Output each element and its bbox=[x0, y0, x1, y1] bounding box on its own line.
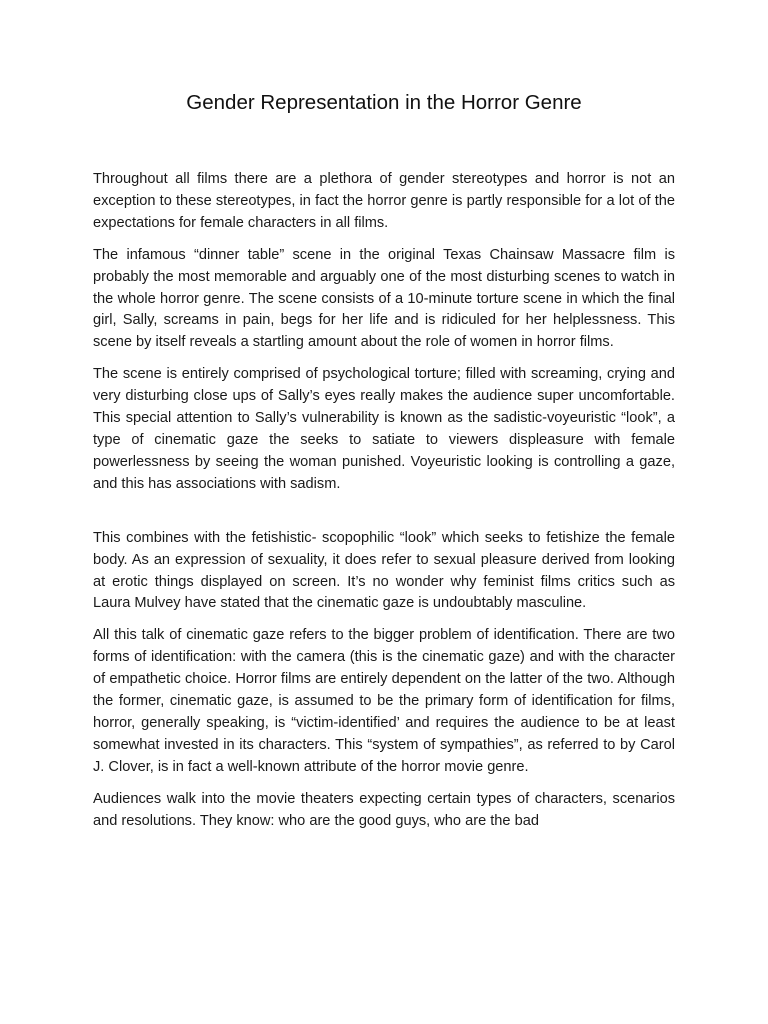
paragraph: Throughout all films there are a plethora of gender stereotypes and horror is not an exception to these stereotypes, in fact the horror genre is partly responsible for a lot of the expectations for female characters in all films. bbox=[93, 171, 675, 231]
paragraph: The infamous “dinner table” scene in the original Texas Chainsaw Massacre film is probably the most memorable and arguably one of the most disturbing scenes to watch in the whole horror genre. The scene consists of a 10-minute torture scene in which the final girl, Sally, screams in pain, begs for her life and is ridiculed for her helplessness. This scene by itself reveals a startling amount about the role of women in horror films. bbox=[93, 246, 675, 351]
document-body bbox=[93, 169, 675, 842]
paragraph: Audiences walk into the movie theaters expecting certain types of characters, scenarios and resolutions. They know: who are the good guys, who are the bad bbox=[93, 790, 675, 829]
paragraph: This combines with the fetishistic- scopophilic “look” which seeks to fetishize the female body. As an expression of sexuality, it does refer to sexual pleasure derived from looking at erotic things displayed on screen. It’s no wonder why feminist films critics such as Laura Mulvey have stated that the cinematic gaze is undoubtably masculine. bbox=[93, 529, 675, 612]
document-title: Gender Representation in the Horror Genre bbox=[186, 91, 582, 114]
paragraph: The scene is entirely comprised of psychological torture; filled with screaming, crying and very disturbing close ups of Sally’s eyes really makes the audience super uncomfortable. This special attention to Sally’s vulnerability is known as the sadistic-voyeuristic “look”, a type of cinematic gaze the seeks to satiate to viewers displeasure with female powerlessness by seeing the woman punished. Voyeuristic looking is controlling a gaze, and this has associations with sadism. bbox=[93, 366, 675, 492]
paragraph: All this talk of cinematic gaze refers to the bigger problem of identification. There are two forms of identification: with the camera (this is the cinematic gaze) and with the character of empathetic choice. Horror films are entirely dependent on the latter of the two. Although the former, cinematic gaze, is assumed to be the primary form of identification for films, horror, generally speaking, is “victim-identified’ and requires the audience to be at least somewhat invested in its characters. This “system of sympathies”, as referred to by Carol J. Clover, is in fact a well-known attribute of the horror movie genre. bbox=[93, 627, 675, 775]
